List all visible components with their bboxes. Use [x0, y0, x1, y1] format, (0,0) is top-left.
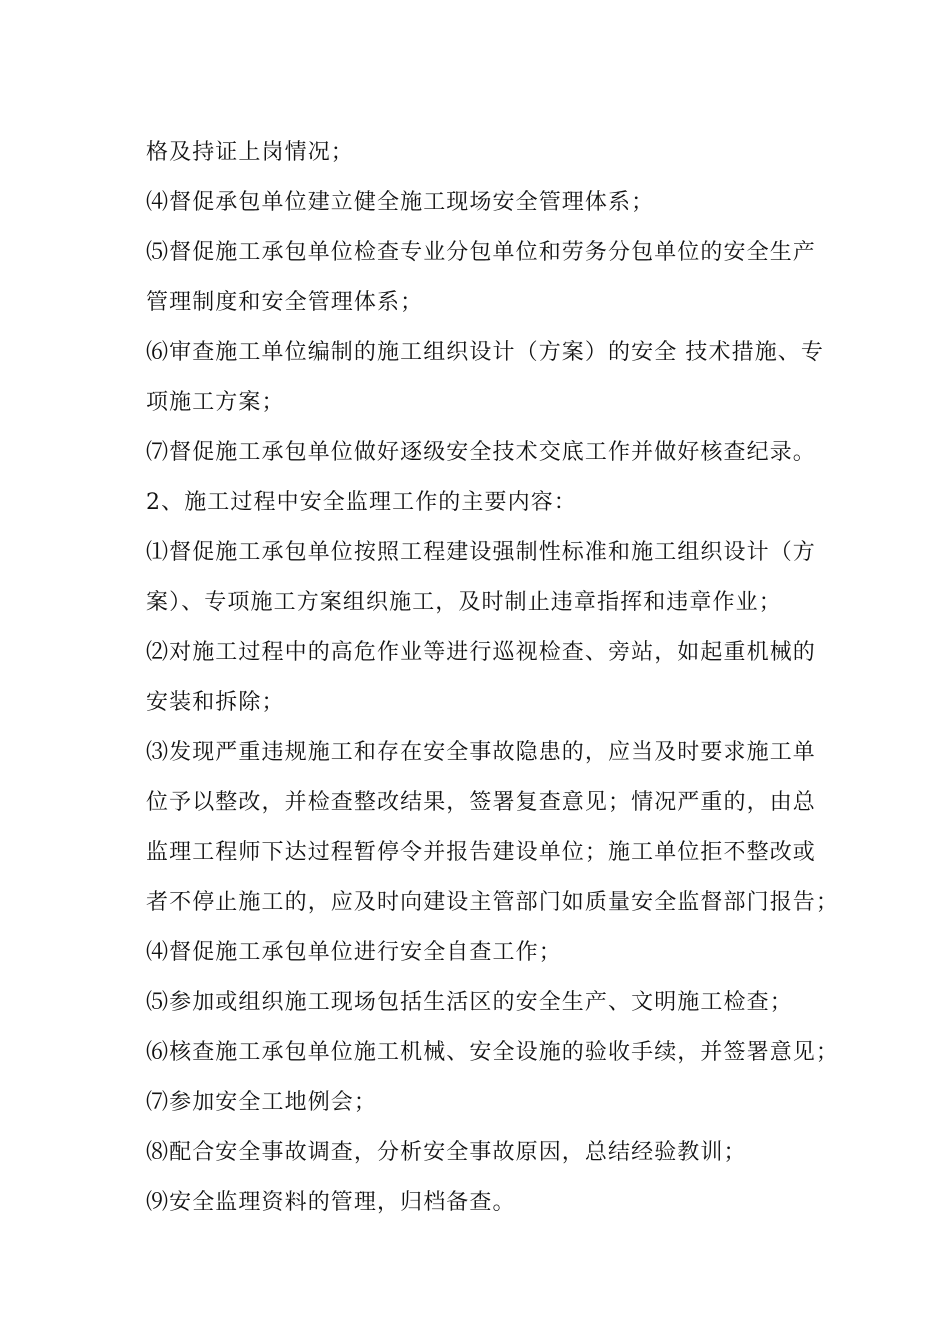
text-line: ⑸参加或组织施工现场包括生活区的安全生产、文明施工检查； — [146, 990, 793, 1015]
text-line: ⑶发现严重违规施工和存在安全事故隐患的，应当及时要求施工单 — [146, 740, 816, 765]
text-line: ⑺督促施工承包单位做好逐级安全技术交底工作并做好核查纪录。 — [146, 440, 816, 465]
text-line: 案）、专项施工方案组织施工，及时制止违章指挥和违章作业； — [146, 590, 782, 615]
text-line: 监理工程师下达过程暂停令并报告建设单位；施工单位拒不整改或 — [146, 840, 816, 865]
text-line: 者不停止施工的，应及时向建设主管部门如质量安全监督部门报告； — [146, 890, 840, 915]
text-line: 格及持证上岗情况； — [146, 140, 354, 165]
text-line: 项施工方案； — [146, 390, 285, 415]
text-line: ⑸督促施工承包单位检查专业分包单位和劳务分包单位的安全生产 — [146, 240, 816, 265]
text-line: 位予以整改，并检查整改结果，签署复查意见；情况严重的，由总 — [146, 790, 816, 815]
text-line: ⑼安全监理资料的管理，归档备查。 — [146, 1190, 516, 1215]
text-line: ⑷督促施工承包单位进行安全自查工作； — [146, 940, 562, 965]
text-line: ⑴督促施工承包单位按照工程建设强制性标准和施工组织设计（方 — [146, 540, 816, 565]
text-line: ⑵对施工过程中的高危作业等进行巡视检查、旁站，如起重机械的 — [146, 640, 816, 665]
text-line: 管理制度和安全管理体系； — [146, 290, 424, 315]
text-line: 安装和拆除； — [146, 690, 285, 715]
text-line: ⑺参加安全工地例会； — [146, 1090, 378, 1115]
text-line: ⑹审查施工单位编制的施工组织设计（方案）的安全 技术措施、专 — [146, 340, 824, 365]
text-line: ⑻配合安全事故调查，分析安全事故原因，总结经验教训； — [146, 1140, 747, 1165]
text-line: ⑹核查施工承包单位施工机械、安全设施的验收手续，并签署意见； — [146, 1040, 840, 1065]
section-heading: 2、施工过程中安全监理工作的主要内容： — [146, 490, 577, 515]
text-line: ⑷督促承包单位建立健全施工现场安全管理体系； — [146, 190, 655, 215]
